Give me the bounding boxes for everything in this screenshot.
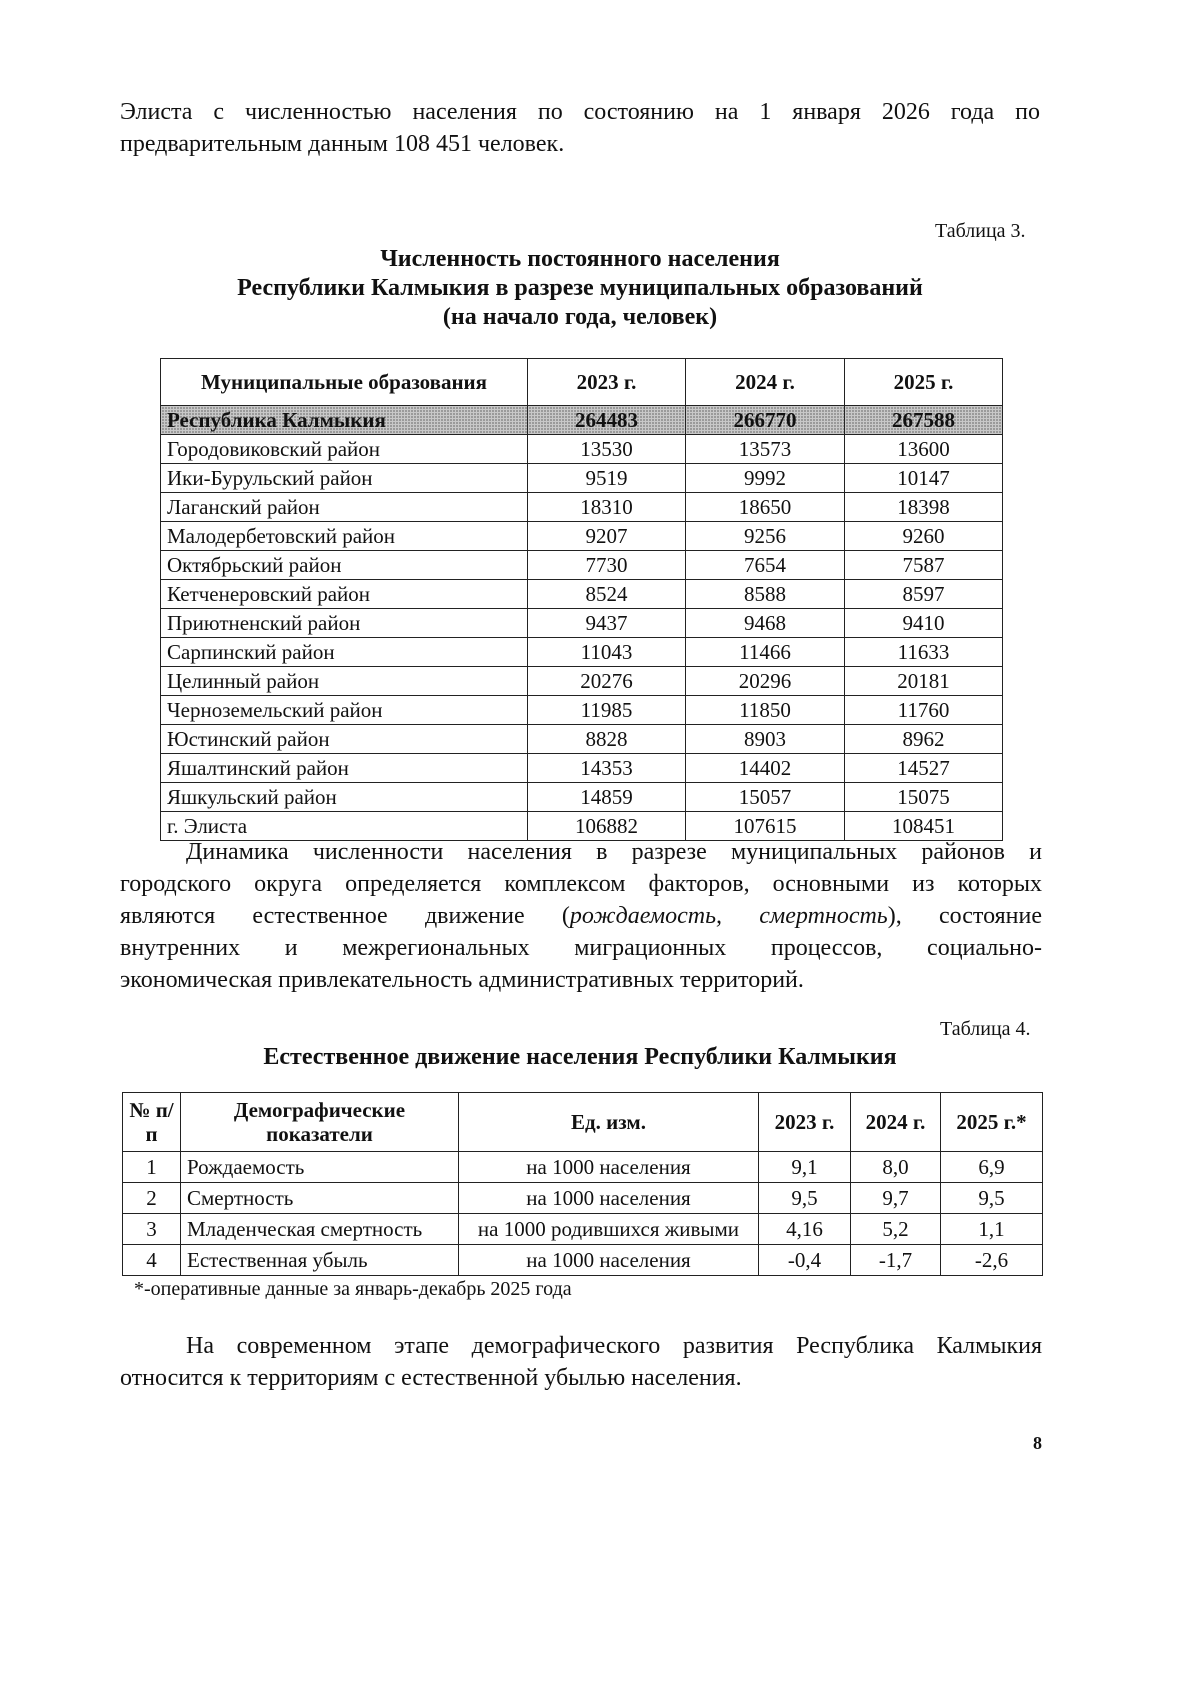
table-cell: 11760 — [845, 696, 1003, 725]
table-cell: 266770 — [686, 406, 845, 435]
table-cell: 9256 — [686, 522, 845, 551]
table-cell: 20276 — [528, 667, 686, 696]
table-cell: 14402 — [686, 754, 845, 783]
table-cell: 9260 — [845, 522, 1003, 551]
natural-movement-table — [122, 1092, 1043, 1276]
table-row — [161, 580, 1003, 609]
table-cell: 8962 — [845, 725, 1003, 754]
table-cell: Лаганский район — [161, 493, 528, 522]
table-cell: Кетченеровский район — [161, 580, 528, 609]
table-cell: Рождаемость — [181, 1152, 459, 1183]
table4-caption: Таблица 4. — [940, 1018, 1031, 1040]
table-cell: Черноземельский район — [161, 696, 528, 725]
table-row — [161, 725, 1003, 754]
table-row — [161, 435, 1003, 464]
table-cell: Сарпинский район — [161, 638, 528, 667]
table-cell: Естественная убыль — [181, 1245, 459, 1276]
table-cell: 5,2 — [851, 1214, 941, 1245]
table-cell: 10147 — [845, 464, 1003, 493]
table-row — [161, 783, 1003, 812]
paragraph-line: внутренних и межрегиональных миграционных процессов, социально- — [120, 935, 1042, 961]
table-row — [123, 1245, 1043, 1276]
table-row — [161, 609, 1003, 638]
column-header: 2025 г. — [845, 359, 1003, 406]
table-cell: -1,7 — [851, 1245, 941, 1276]
table-cell: 8588 — [686, 580, 845, 609]
table-cell: 9468 — [686, 609, 845, 638]
total-row — [161, 406, 1003, 435]
table-cell: 8524 — [528, 580, 686, 609]
table-cell: 13530 — [528, 435, 686, 464]
table-cell: на 1000 населения — [459, 1183, 759, 1214]
table-cell: Яшалтинский район — [161, 754, 528, 783]
table-row — [161, 464, 1003, 493]
table-cell: 18310 — [528, 493, 686, 522]
paragraph-italic-text: рождаемость, смертность — [569, 903, 888, 929]
table-cell: 1,1 — [941, 1214, 1043, 1245]
table-cell: -2,6 — [941, 1245, 1043, 1276]
table-cell: 14527 — [845, 754, 1003, 783]
table-cell: 9,1 — [759, 1152, 851, 1183]
paragraph-text: ), состояние — [887, 903, 1042, 929]
table-cell: 11985 — [528, 696, 686, 725]
table-cell: 107615 — [686, 812, 845, 841]
table-cell: 9519 — [528, 464, 686, 493]
column-header: № п/п — [123, 1093, 181, 1152]
table-cell: 8,0 — [851, 1152, 941, 1183]
table-cell: 18650 — [686, 493, 845, 522]
table-cell: 20296 — [686, 667, 845, 696]
table-cell: Октябрьский район — [161, 551, 528, 580]
column-header: 2024 г. — [686, 359, 845, 406]
table-cell: Малодербетовский район — [161, 522, 528, 551]
table-cell: 7587 — [845, 551, 1003, 580]
table-cell: на 1000 населения — [459, 1152, 759, 1183]
table-cell: 20181 — [845, 667, 1003, 696]
table-cell: 14859 — [528, 783, 686, 812]
table-cell: 108451 — [845, 812, 1003, 841]
table-cell: 106882 — [528, 812, 686, 841]
column-header: Демографические показатели — [181, 1093, 459, 1152]
table-cell: на 1000 родившихся живыми — [459, 1214, 759, 1245]
column-header: 2023 г. — [759, 1093, 851, 1152]
table-cell: 267588 — [845, 406, 1003, 435]
table-row — [123, 1214, 1043, 1245]
table-cell: 11633 — [845, 638, 1003, 667]
table-cell: 9992 — [686, 464, 845, 493]
table-header-row — [161, 359, 1003, 406]
table-row — [161, 696, 1003, 725]
table-cell: 9437 — [528, 609, 686, 638]
table-row — [161, 522, 1003, 551]
table-row — [161, 493, 1003, 522]
table-cell: 15057 — [686, 783, 845, 812]
table-cell: 9207 — [528, 522, 686, 551]
closing-paragraph: На современном этапе демографического развития Республика Калмыкия относится к территориям с естественной убылью населения. — [120, 1333, 1042, 1391]
table-row — [161, 638, 1003, 667]
table-cell: 14353 — [528, 754, 686, 783]
column-header: Муниципальные образования — [161, 359, 528, 406]
table-cell: -0,4 — [759, 1245, 851, 1276]
table-cell: Смертность — [181, 1183, 459, 1214]
table-cell: 7730 — [528, 551, 686, 580]
table-cell: 1 — [123, 1152, 181, 1183]
table-cell: 9,5 — [941, 1183, 1043, 1214]
table-row — [161, 551, 1003, 580]
table-cell: 13600 — [845, 435, 1003, 464]
table3-title — [120, 245, 1040, 332]
paragraph-line: городского округа определяется комплексом факторов, основными из которых — [120, 871, 1042, 897]
table-cell: на 1000 населения — [459, 1245, 759, 1276]
table-cell: 8597 — [845, 580, 1003, 609]
table-cell: 11466 — [686, 638, 845, 667]
table-row — [123, 1152, 1043, 1183]
table-cell: 8903 — [686, 725, 845, 754]
table-cell: 9,5 — [759, 1183, 851, 1214]
table3-caption: Таблица 3. — [935, 220, 1026, 242]
table-cell: Младенческая смертность — [181, 1214, 459, 1245]
intro-paragraph: Элиста с численностью населения по состоянию на 1 января 2026 года по предварительным данным 108 451 человек. — [120, 99, 1040, 157]
table-cell: 264483 — [528, 406, 686, 435]
table4-title: Естественное движение населения Республики Калмыкия — [263, 1044, 897, 1070]
paragraph-line: Динамика численности населения в разрезе муниципальных районов и — [186, 839, 1042, 865]
table-cell: Приютненский район — [161, 609, 528, 638]
table-cell: Ики-Бурульский район — [161, 464, 528, 493]
table-cell: Городовиковский район — [161, 435, 528, 464]
paragraph-line — [120, 900, 1042, 932]
table-row — [161, 667, 1003, 696]
table-cell: 3 — [123, 1214, 181, 1245]
table-cell: 4,16 — [759, 1214, 851, 1245]
table-cell: 9,7 — [851, 1183, 941, 1214]
paragraph-text: являются естественное движение ( — [120, 903, 570, 929]
table-cell: 8828 — [528, 725, 686, 754]
page-number: 8 — [1033, 1433, 1042, 1453]
table-cell: 4 — [123, 1245, 181, 1276]
table-cell: Целинный район — [161, 667, 528, 696]
paragraph-line: экономическая привлекательность административных территорий. — [120, 967, 804, 993]
table-row — [123, 1183, 1043, 1214]
table-cell: 11850 — [686, 696, 845, 725]
table-cell: 13573 — [686, 435, 845, 464]
column-header: Ед. изм. — [459, 1093, 759, 1152]
table-cell: Юстинский район — [161, 725, 528, 754]
table-cell: 7654 — [686, 551, 845, 580]
table3-title-line-2: Республики Калмыкия в разрезе муниципальных образований — [237, 275, 923, 301]
table3-title-line-1: Численность постоянного населения — [380, 246, 780, 272]
column-header: 2025 г.* — [941, 1093, 1043, 1152]
table-cell: 2 — [123, 1183, 181, 1214]
table-cell: 9410 — [845, 609, 1003, 638]
table-cell: 6,9 — [941, 1152, 1043, 1183]
table-cell: Яшкульский район — [161, 783, 528, 812]
table-cell: г. Элиста — [161, 812, 528, 841]
table-cell: 15075 — [845, 783, 1003, 812]
population-table — [160, 358, 1003, 841]
column-header: 2024 г. — [851, 1093, 941, 1152]
dynamics-paragraph — [120, 836, 1042, 996]
table-cell: Республика Калмыкия — [161, 406, 528, 435]
table4-footnote: *-оперативные данные за январь-декабрь 2025 года — [134, 1278, 572, 1300]
table-cell: 11043 — [528, 638, 686, 667]
column-header: 2023 г. — [528, 359, 686, 406]
table-cell: 18398 — [845, 493, 1003, 522]
table-header-row — [123, 1093, 1043, 1152]
table-row — [161, 754, 1003, 783]
table3-title-line-3: (на начало года, человек) — [442, 304, 718, 330]
